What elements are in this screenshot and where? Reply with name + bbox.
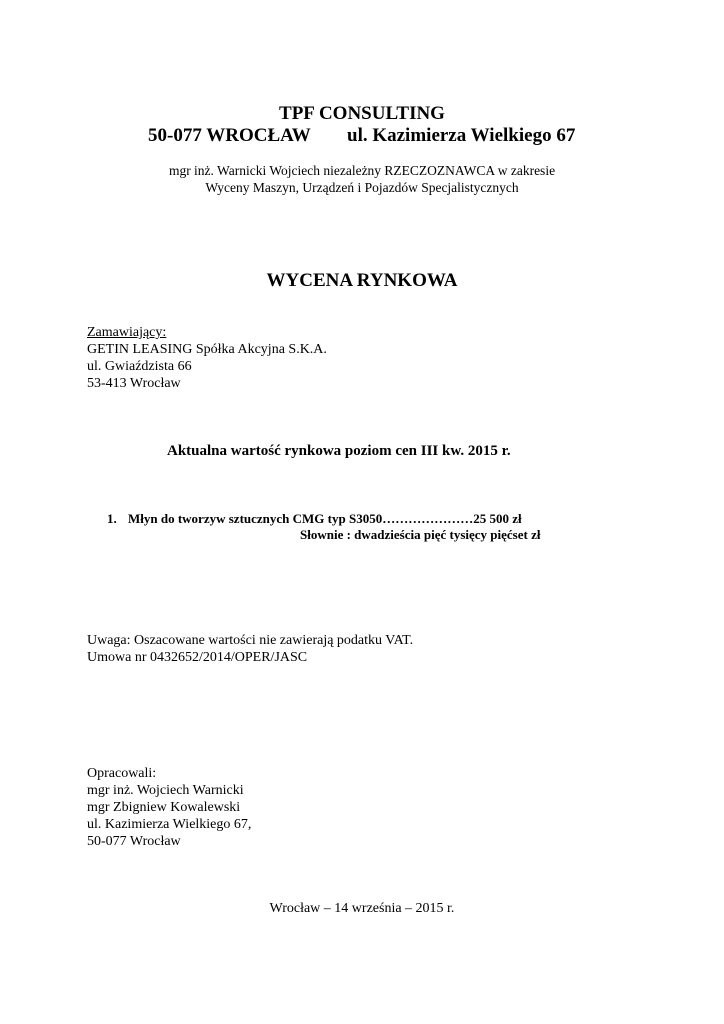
company-city: 50-077 WROCŁAW — [148, 125, 311, 146]
document-title: WYCENA RYNKOWA — [266, 270, 458, 291]
company-street: ul. Kazimierza Wielkiego 67 — [347, 125, 576, 146]
vat-note: Uwaga: Oszacowane wartości nie zawierają podatku VAT. — [87, 633, 414, 648]
valuation-heading: Aktualna wartość rynkowa poziom cen III kw. 2015 r. — [167, 443, 511, 459]
expert-line-2: Wyceny Maszyn, Urządzeń i Pojazdów Specjalistycznych — [205, 180, 519, 195]
prepared-city: 50-077 Wrocław — [87, 834, 181, 849]
item-line: Młyn do tworzyw sztucznych CMG typ S3050…………………25 500 zł — [128, 511, 522, 526]
item-words: Słownie : dwadzieścia pięć tysięcy pięćset zł — [300, 527, 541, 542]
expert-line-1: mgr inż. Warnicki Wojciech niezależny RZECZOZNAWCA w zakresie — [168, 163, 556, 178]
contract-number: Umowa nr 0432652/2014/OPER/JASC — [87, 650, 308, 665]
prepared-person-2: mgr Zbigniew Kowalewski — [87, 800, 241, 815]
client-label: Zamawiający: — [87, 325, 167, 340]
client-name: GETIN LEASING Spółka Akcyjna S.K.A. — [87, 342, 327, 357]
client-street: ul. Gwiaździsta 66 — [87, 359, 192, 374]
prepared-label: Opracowali: — [87, 766, 157, 781]
item-number: 1. — [107, 511, 117, 526]
prepared-person-1: mgr inż. Wojciech Warnicki — [87, 783, 244, 798]
company-name: TPF CONSULTING — [279, 103, 445, 124]
date-line: Wrocław – 14 września – 2015 r. — [269, 901, 455, 916]
prepared-street: ul. Kazimierza Wielkiego 67, — [87, 817, 252, 832]
client-city: 53-413 Wrocław — [87, 376, 181, 391]
